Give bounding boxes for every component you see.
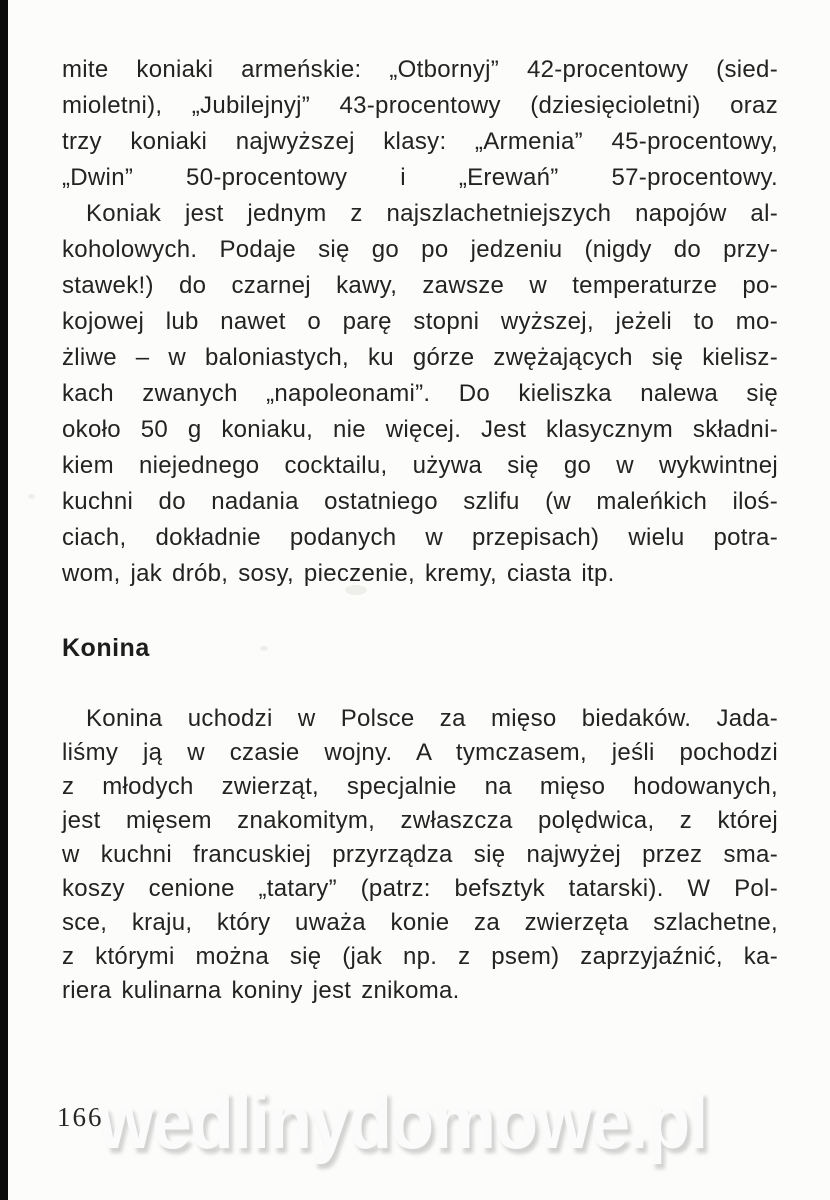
text-line: około 50 g koniaku, nie więcej. Jest klasycznym składni- bbox=[62, 416, 778, 443]
scan-speck bbox=[28, 494, 35, 499]
text-line: z którymi można się (jak np. z psem) zaprzyjaźnić, ka- bbox=[62, 943, 778, 970]
text-line: stawek!) do czarnej kawy, zawsze w temperaturze po- bbox=[62, 272, 778, 299]
text-line: w kuchni francuskiej przyrządza się najwyżej przez sma- bbox=[62, 841, 778, 868]
text-line: kojowej lub nawet o parę stopni wyższej, jeżeli to mo- bbox=[62, 308, 778, 335]
text-line: kach zwanych „napoleonami”. Do kieliszka nalewa się bbox=[62, 380, 778, 407]
paragraph-konina bbox=[62, 702, 778, 1008]
text-line: mite koniaki armeńskie: „Otbornyj” 42-procentowy (sied- bbox=[62, 56, 778, 83]
text-line: „Dwin” 50-procentowy i „Erewań” 57-procentowy. bbox=[62, 164, 778, 191]
page-number: 166 bbox=[57, 1102, 104, 1132]
text-line: jest mięsem znakomitym, zwłaszcza polędwica, z której bbox=[62, 807, 778, 834]
text-line: z młodych zwierząt, specjalnie na mięso hodowanych, bbox=[62, 773, 778, 800]
watermark: wedlinydomowe.pl bbox=[98, 1077, 707, 1165]
text-line: Koniak jest jednym z najszlachetniejszych napojów al- bbox=[86, 200, 778, 227]
text-line: kuchni do nadania ostatniego szlifu (w maleńkich iloś- bbox=[62, 488, 778, 515]
text-line: kiem niejednego cocktailu, używa się go w wykwintnej bbox=[62, 452, 778, 479]
text-line: Konina uchodzi w Polsce za mięso biedaków. Jada- bbox=[86, 705, 778, 732]
paragraph-koniak-intro bbox=[62, 52, 778, 196]
section-heading-konina: Konina bbox=[62, 634, 150, 662]
scan-speck bbox=[260, 646, 268, 651]
text-line: riera kulinarna koniny jest znikoma. bbox=[62, 977, 460, 1004]
text-line: trzy koniaki najwyższej klasy: „Armenia” 45-procentowy, bbox=[62, 128, 778, 155]
scan-edge-shadow bbox=[0, 0, 8, 1200]
text-line: sce, kraju, który uważa konie za zwierzęta szlachetne, bbox=[62, 909, 778, 936]
paragraph-koniak-serving bbox=[62, 196, 778, 592]
text-line: mioletni), „Jubilejnyj” 43-procentowy (dziesięcioletni) oraz bbox=[62, 92, 778, 119]
text-line: żliwe – w baloniastych, ku górze zwężających się kielisz- bbox=[62, 344, 778, 371]
text-line: koszy cenione „tatary” (patrz: befsztyk tatarski). W Pol- bbox=[62, 875, 778, 902]
text-line: koholowych. Podaje się go po jedzeniu (nigdy do przy- bbox=[62, 236, 778, 263]
text-line: wom, jak drób, sosy, pieczenie, kremy, ciasta itp. bbox=[62, 560, 615, 587]
text-line: liśmy ją w czasie wojny. A tymczasem, jeśli pochodzi bbox=[62, 739, 778, 766]
text-line: ciach, dokładnie podanych w przepisach) wielu potra- bbox=[62, 524, 778, 551]
